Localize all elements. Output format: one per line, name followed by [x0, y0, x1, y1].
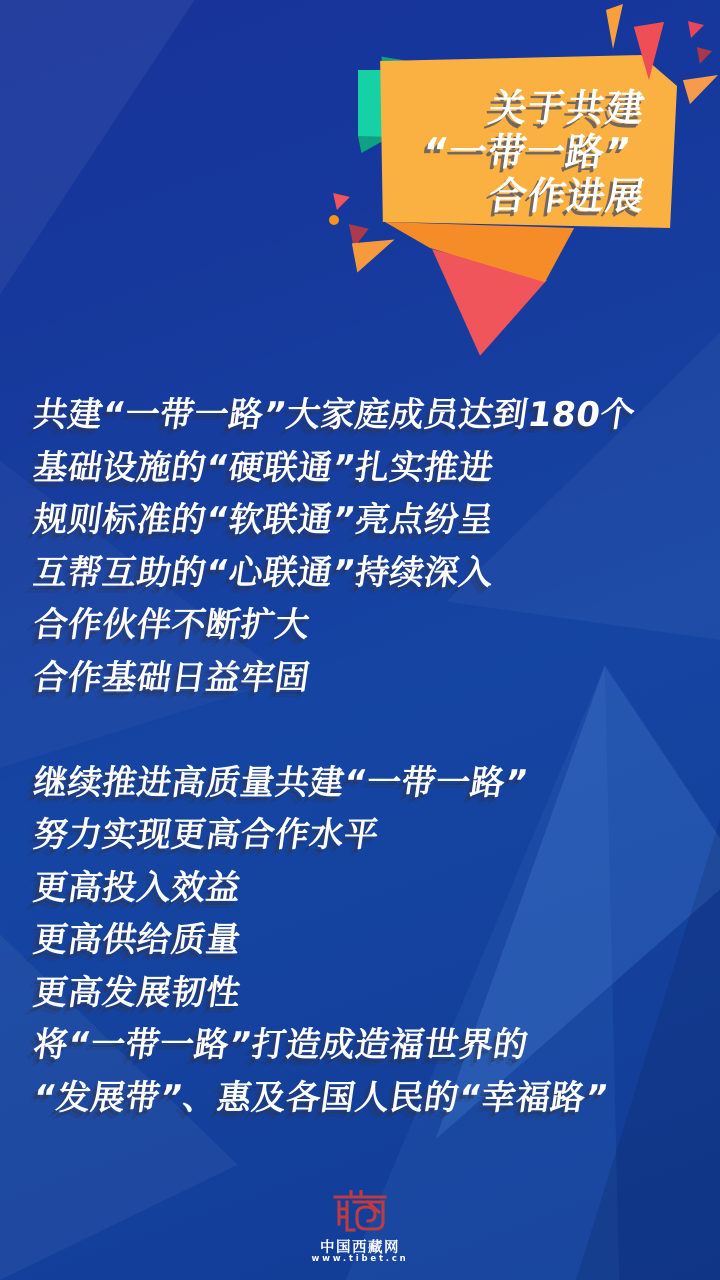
paragraph-gap: [30, 704, 710, 757]
body-line: 更高供给质量: [30, 920, 244, 960]
triangle-decoration-orange-slim: [604, 4, 626, 50]
body-line: 共建“一带一路”大家庭成员达到180个: [30, 395, 638, 435]
body-text: [30, 389, 710, 1124]
site-name: 中国西藏网: [320, 1240, 400, 1256]
triangle-decoration-red-small: [686, 18, 706, 40]
tibet-seal-logo-icon: [332, 1189, 388, 1233]
site-url: www.tibet.cn: [311, 1254, 409, 1264]
triangle-decoration-orange-right: [681, 74, 720, 106]
banner-title-line: 关于共建: [485, 86, 649, 130]
body-line: 规则标准的“软联通”亮点纷呈: [30, 500, 497, 540]
body-line: 互帮互助的“心联通”持续深入: [30, 552, 497, 593]
body-line: “发展带”、惠及各国人民的“幸福路”: [30, 1077, 611, 1118]
triangle-decoration-orange-left: [350, 238, 396, 274]
body-line: 努力实现更高合作水平: [30, 815, 382, 855]
triangle-decoration-darkred-small: [695, 44, 714, 66]
body-line: 合作伙伴不断扩大: [30, 605, 313, 645]
body-line: 继续推进高质量共建“一带一路”: [30, 762, 531, 803]
dot-decoration-orange: [329, 215, 339, 225]
body-line: 更高发展韧性: [30, 972, 244, 1013]
body-line: 合作基础日益牢固: [30, 657, 313, 698]
body-line: 将“一带一路”打造成造福世界的: [30, 1025, 531, 1065]
banner-title: [390, 86, 649, 218]
banner-title-line: 合作进展: [485, 174, 649, 218]
banner-title-line: “一带一路”: [420, 130, 635, 174]
body-line: 更高投入效益: [30, 867, 244, 908]
body-line: 基础设施的“硬联通”扎实推进: [30, 447, 497, 488]
triangle-decoration-red-left: [331, 191, 352, 211]
